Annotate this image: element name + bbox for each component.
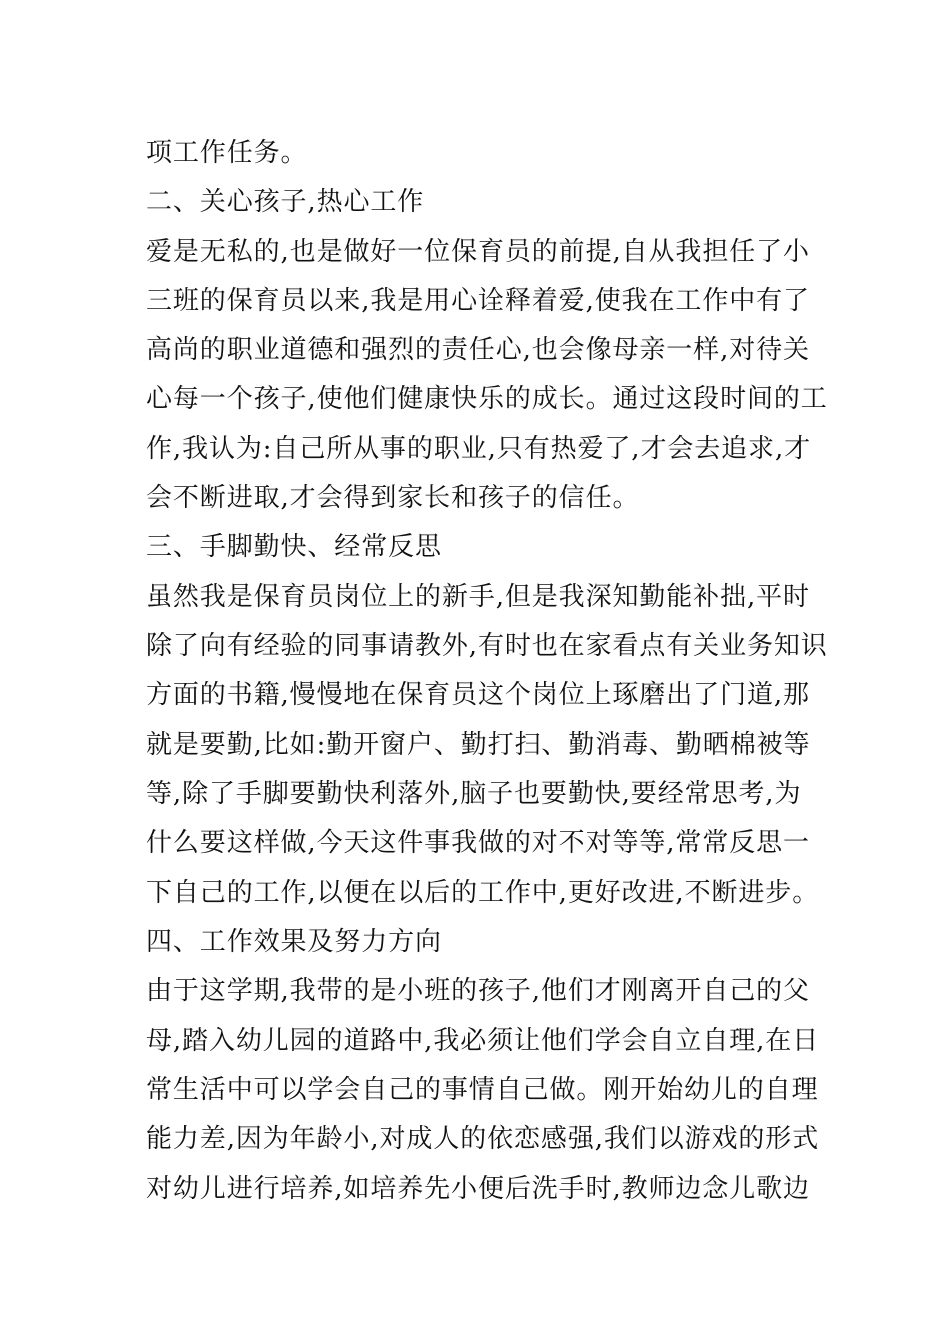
text-line: 对幼儿进行培养,如培养先小便后洗手时,教师边念儿歌边 bbox=[146, 1174, 810, 1204]
text-line: 方面的书籍,慢慢地在保育员这个岗位上琢磨出了门道,那 bbox=[146, 680, 810, 710]
text-line: 爱是无私的,也是做好一位保育员的前提,自从我担任了小 bbox=[146, 237, 810, 267]
text-line: 下自己的工作,以便在以后的工作中,更好改进,不断进步。 bbox=[146, 878, 820, 908]
text-line: 就是要勤,比如:勤开窗户、勤打扫、勤消毒、勤晒棉被等 bbox=[146, 730, 811, 760]
text-line: 由于这学期,我带的是小班的孩子,他们才刚离开自己的父 bbox=[146, 976, 810, 1006]
text-line: 能力差,因为年龄小,对成人的依恋感强,我们以游戏的形式 bbox=[146, 1124, 820, 1154]
text-line: 母,踏入幼儿园的道路中,我必须让他们学会自立自理,在日 bbox=[146, 1026, 820, 1056]
text-line: 等,除了手脚要勤快利落外,脑子也要勤快,要经常思考,为 bbox=[146, 779, 802, 809]
text-line: 会不断进取,才会得到家长和孩子的信任。 bbox=[146, 483, 640, 513]
text-line: 项工作任务。 bbox=[146, 138, 308, 168]
text-line: 什么要这样做,今天这件事我做的对不对等等,常常反思一 bbox=[146, 828, 810, 858]
text-line: 虽然我是保育员岗位上的新手,但是我深知勤能补拙,平时 bbox=[146, 582, 810, 612]
text-line: 高尚的职业道德和强烈的责任心,也会像母亲一样,对待关 bbox=[146, 335, 810, 365]
text-line: 三班的保育员以来,我是用心诠释着爱,使我在工作中有了 bbox=[146, 286, 810, 316]
section-heading: 四、工作效果及努力方向 bbox=[146, 927, 442, 957]
text-line: 除了向有经验的同事请教外,有时也在家看点有关业务知识 bbox=[146, 631, 828, 661]
section-heading: 三、手脚勤快、经常反思 bbox=[146, 532, 442, 562]
text-line: 常生活中可以学会自己的事情自己做。刚开始幼儿的自理 bbox=[146, 1075, 819, 1105]
text-line: 作,我认为:自己所从事的职业,只有热爱了,才会去追求,才 bbox=[146, 434, 812, 464]
section-heading: 二、关心孩子,热心工作 bbox=[146, 187, 425, 217]
text-line: 心每一个孩子,使他们健康快乐的成长。通过这段时间的工 bbox=[146, 384, 828, 414]
